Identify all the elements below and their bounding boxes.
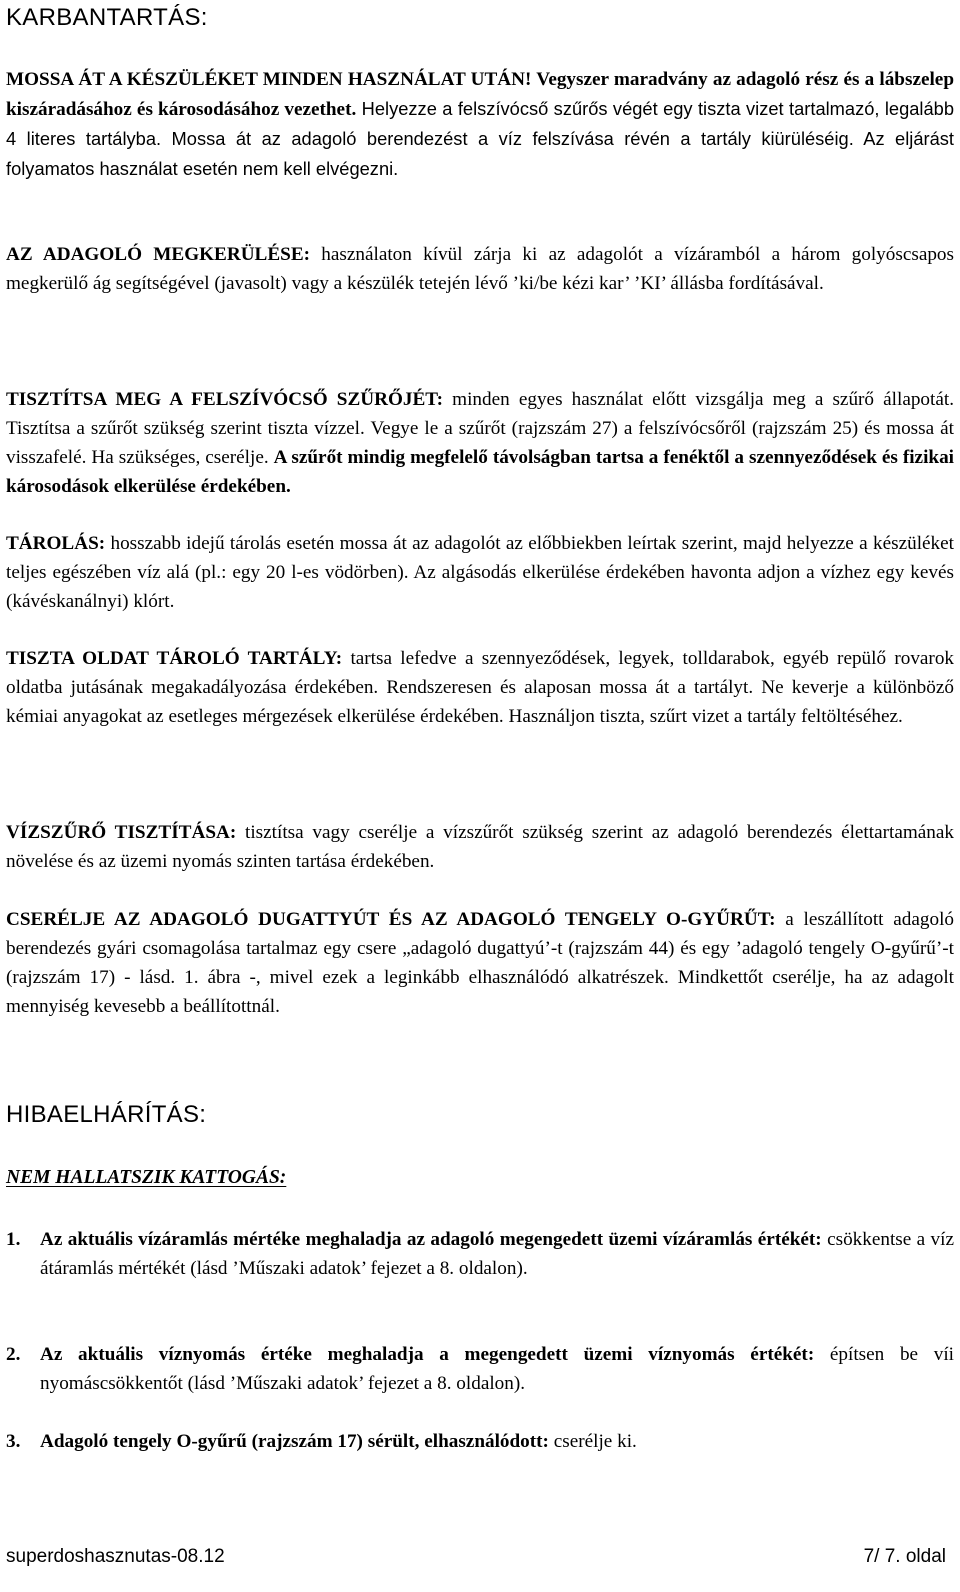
troubleshoot-item — [6, 1427, 954, 1456]
item-bold: Az aktuális vízáramlás mértéke meghaladja az adagoló megengedett üzemi vízáramlás értékét: — [40, 1229, 822, 1250]
paragraph-filter-bold-warning: A szűrőt mindig megfelelő távolságban tartsa a fenéktől a szennyeződések és fizikai károsodások elkerülése érdekében. — [6, 447, 954, 497]
paragraph-bypass-bold: AZ ADAGOLÓ MEGKERÜLÉSE: — [6, 244, 311, 265]
subsection-title-no-clicking: NEM HALLATSZIK KATTOGÁS: — [6, 1167, 287, 1188]
paragraph-water-filter — [6, 818, 954, 876]
paragraph-water-filter-bold: VÍZSZŰRŐ TISZTÍTÁSA: — [6, 822, 237, 843]
paragraph-solution-tank — [6, 644, 954, 731]
paragraph-water-filter-text: tisztítsa vagy cserélje a vízszűrőt szükség szerint az adagoló berendezés élettartamának növelése és az üzemi nyomás szinten tartása érdekében. — [6, 822, 954, 872]
item-bold: Az aktuális víznyomás értéke meghaladja a megengedett üzemi víznyomás értékét: — [40, 1344, 815, 1365]
paragraph-replace-piston-text: a leszállított adagoló berendezés gyári csomagolása tartalmaz egy csere „adagoló dugattyú’-t (rajzszám 44) és egy ’adagoló tengely O-gyűrű’-t (rajzszám 17) - lásd. 1. ábra -, mivel ezek a leginkább elhasználódó alkatrészek. Mindkettőt cserélje, ha az adagolt mennyiség kevesebb a beállítottnál. — [6, 909, 954, 1017]
paragraph-rinse-bold: MOSSA ÁT A KÉSZÜLÉKET MINDEN HASZNÁLAT UTÁN! Vegyszer maradvány az adagoló rész és a lábszelep kiszáradásához és károsodásához vezethet. — [6, 69, 954, 120]
paragraph-solution-tank-bold: TISZTA OLDAT TÁROLÓ TARTÁLY: — [6, 648, 343, 669]
paragraph-replace-piston — [6, 905, 954, 1021]
paragraph-filter — [6, 385, 954, 501]
item-number: 1. — [6, 1229, 21, 1250]
paragraph-rinse — [6, 65, 954, 184]
item-text: építsen be víi nyomáscsökkentőt (lásd ’Műszaki adatok’ fejezet a 8. oldalon). — [40, 1344, 954, 1394]
footer-document-id: superdoshasznutas-08.12 — [6, 1546, 225, 1567]
footer-page-number: 7/ 7. oldal — [863, 1546, 946, 1567]
item-text: csökkentse a víz átáramlás mértékét (lásd ’Műszaki adatok’ fejezet a 8. oldalon). — [40, 1229, 954, 1279]
item-bold: Adagoló tengely O-gyűrű (rajzszám 17) sérült, elhasználódott: — [40, 1431, 549, 1452]
paragraph-solution-tank-text: tartsa lefedve a szennyeződések, legyek, tolldarabok, egyéb repülő rovarok oldatba jutásának megakadályozása érdekében. Rendszeresen és alaposan mossa át a tartályt. Ne keverje a különböző kémiai anyagokat az esetleges mérgezések elkerülése érdekében. Használjon tiszta, szűrt vizet a tartály feltöltéséhez. — [6, 648, 955, 727]
troubleshoot-item — [6, 1340, 954, 1398]
item-text: cserélje ki. — [548, 1431, 637, 1452]
paragraph-rinse-text: Helyezze a felszívócső szűrős végét egy tiszta vizet tartalmazó, legalább 4 literes tartályba. Mossa át az adagoló berendezést a víz felszívása révén a tartály kiürüléséig. Az eljárást folyamatos használat esetén nem kell elvégezni. — [6, 98, 954, 179]
section-title-hibaelharitas: HIBAELHÁRÍTÁS: — [6, 1101, 207, 1128]
paragraph-storage-text: hosszabb idejű tárolás esetén mossa át az adagolót az előbbiekben leírtak szerint, majd helyezze a készüléket teljes egészében víz alá (pl.: egy 20 l-es vödörben). Az algásodás elkerülése érdekében havonta adjon a vízhez egy kevés (kávéskanálnyi) klórt. — [6, 533, 954, 612]
paragraph-replace-piston-bold: CSERÉLJE AZ ADAGOLÓ DUGATTYÚT ÉS AZ ADAGOLÓ TENGELY O-GYŰRŰT: — [6, 909, 776, 930]
item-number: 3. — [6, 1431, 21, 1452]
paragraph-filter-text: minden egyes használat előtt vizsgálja meg a szűrő állapotát. Tisztítsa a szűrőt szükség szerint tiszta vízzel. Vegye le a szűrőt (rajzszám 27) a felszívócsőről (rajzszám 25) és mossa át visszafelé. Ha szükséges, cserélje. — [6, 389, 955, 468]
item-number: 2. — [6, 1344, 21, 1365]
paragraph-filter-bold: TISZTÍTSA MEG A FELSZÍVÓCSŐ SZŰRŐJÉT: — [6, 389, 444, 410]
troubleshoot-item — [6, 1225, 954, 1283]
paragraph-bypass — [6, 240, 954, 298]
paragraph-bypass-text: használaton kívül zárja ki az adagolót a vízáramból a három golyóscsapos megkerülő ág segítségével (javasolt) vagy a készülék tetején lévő ’ki/be kézi kar’ ’KI’ állásba fordításával. — [6, 244, 954, 294]
paragraph-storage — [6, 529, 954, 616]
paragraph-storage-bold: TÁROLÁS: — [6, 533, 106, 554]
section-title-karbantartas: KARBANTARTÁS: — [6, 4, 208, 31]
